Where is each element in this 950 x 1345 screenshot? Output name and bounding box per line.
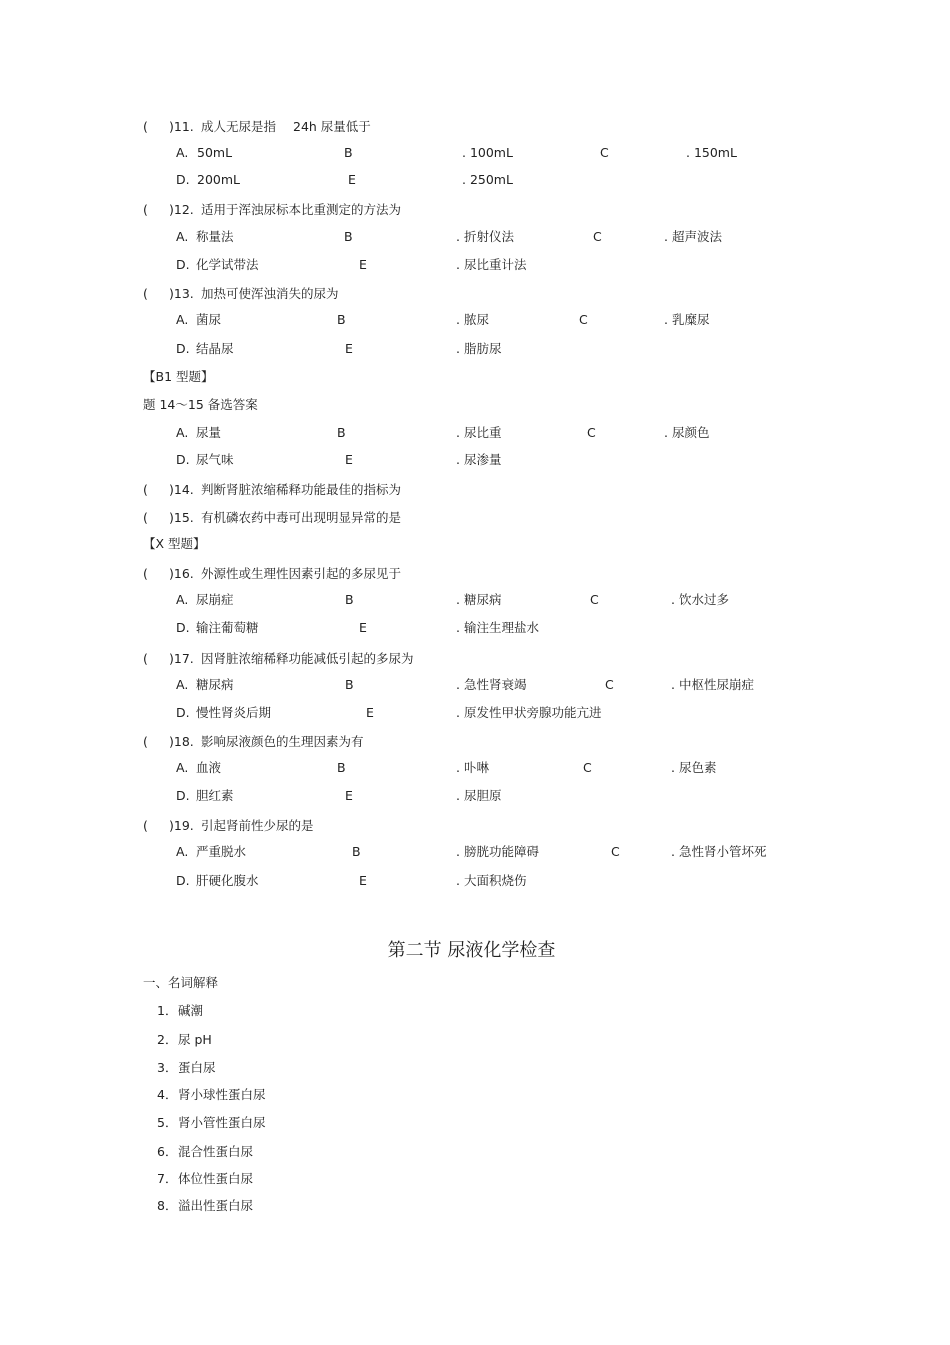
- term-number: 4．: [157, 1087, 178, 1102]
- option-text-d: 慢性肾炎后期: [196, 705, 272, 720]
- option-letter-e: E: [359, 873, 367, 888]
- option-letter-c: C: [587, 425, 596, 440]
- question-number: )13.: [169, 286, 194, 301]
- answer-paren: (: [143, 510, 148, 525]
- option-text-b: . 急性肾衰竭: [456, 677, 527, 692]
- option-text-c: . 乳糜尿: [664, 312, 710, 327]
- option-letter-b: B: [345, 592, 354, 607]
- option-text-b: . 脓尿: [456, 312, 489, 327]
- option-text-c: . 中枢性尿崩症: [671, 677, 754, 692]
- option-text-d: 胆红素: [196, 788, 234, 803]
- question-text: 有机磷农药中毒可出现明显异常的是: [201, 510, 402, 525]
- option-letter-b: B: [345, 677, 354, 692]
- answer-paren: (: [143, 566, 148, 581]
- terms-heading: 一、名词解释: [143, 975, 219, 990]
- option-text-c: . 150mL: [686, 145, 737, 160]
- term-number: 8．: [157, 1198, 178, 1213]
- b1-heading: 【B1 型题】: [143, 369, 214, 384]
- question-number: )12.: [169, 202, 194, 217]
- option-letter-d: D.: [176, 705, 190, 720]
- question-number: )14.: [169, 482, 194, 497]
- option-letter-d: D.: [176, 873, 190, 888]
- term-text: 蛋白尿: [178, 1060, 216, 1075]
- option-text-a: 菌尿: [196, 312, 222, 327]
- option-letter-e: E: [359, 257, 367, 272]
- option-letter-c: C: [605, 677, 614, 692]
- term-text: 碱潮: [178, 1003, 204, 1018]
- option-letter-d: D.: [176, 620, 190, 635]
- option-letter-a: A.: [176, 677, 189, 692]
- option-letter-c: C: [583, 760, 592, 775]
- question-text: 外源性或生理性因素引起的多尿见于: [201, 566, 402, 581]
- option-text-e: . 原发性甲状旁腺功能亢进: [456, 705, 602, 720]
- option-letter-c: C: [593, 229, 602, 244]
- option-text-d: 化学试带法: [196, 257, 259, 272]
- question-number: )19.: [169, 818, 194, 833]
- option-letter-e: E: [345, 788, 353, 803]
- term-number: 2．: [157, 1032, 178, 1047]
- option-letter-c: C: [579, 312, 588, 327]
- question-text-continued: 24h 尿量低于: [293, 119, 371, 134]
- option-text-b: . 膀胱功能障碍: [456, 844, 539, 859]
- option-text-d: 肝硬化腹水: [196, 873, 259, 888]
- question-number: )15.: [169, 510, 194, 525]
- option-text-b: . 尿比重: [456, 425, 502, 440]
- option-text-c: . 超声波法: [664, 229, 722, 244]
- option-text-e: . 脂肪尿: [456, 341, 502, 356]
- option-letter-c: C: [600, 145, 609, 160]
- option-text-e: . 大面积烧伤: [456, 873, 527, 888]
- term-number: 3．: [157, 1060, 178, 1075]
- option-text-b: . 卟啉: [456, 760, 489, 775]
- option-text-d: 200mL: [197, 172, 240, 187]
- option-letter-d: D.: [176, 257, 190, 272]
- option-letter-b: B: [337, 312, 346, 327]
- option-text-d: 尿气味: [196, 452, 234, 467]
- option-text-a: 称量法: [196, 229, 234, 244]
- option-text-a: 尿量: [196, 425, 222, 440]
- term-number: 5．: [157, 1115, 178, 1130]
- term-number: 7．: [157, 1171, 178, 1186]
- option-text-d: 结晶尿: [196, 341, 234, 356]
- term-text: 肾小球性蛋白尿: [178, 1087, 266, 1102]
- question-text: 适用于浑浊尿标本比重测定的方法为: [201, 202, 402, 217]
- option-letter-a: A.: [176, 145, 189, 160]
- term-text: 肾小管性蛋白尿: [178, 1115, 266, 1130]
- option-letter-a: A.: [176, 229, 189, 244]
- option-text-a: 严重脱水: [196, 844, 247, 859]
- option-letter-e: E: [345, 452, 353, 467]
- option-letter-e: E: [366, 705, 374, 720]
- question-text: 判断肾脏浓缩稀释功能最佳的指标为: [201, 482, 402, 497]
- answer-paren: (: [143, 651, 148, 666]
- term-text: 混合性蛋白尿: [178, 1144, 254, 1159]
- option-letter-b: B: [352, 844, 361, 859]
- term-text: 尿 pH: [178, 1032, 212, 1047]
- option-text-c: . 尿颜色: [664, 425, 710, 440]
- option-text-b: . 100mL: [462, 145, 513, 160]
- option-letter-d: D.: [176, 341, 190, 356]
- option-letter-c: C: [611, 844, 620, 859]
- answer-paren: (: [143, 734, 148, 749]
- option-text-a: 糖尿病: [196, 677, 234, 692]
- question-text: 加热可使浑浊消失的尿为: [201, 286, 339, 301]
- question-number: )11.: [169, 119, 194, 134]
- question-text: 成人无尿是指: [201, 119, 277, 134]
- option-letter-e: E: [348, 172, 356, 187]
- question-number: )17.: [169, 651, 194, 666]
- question-text: 影响尿液颜色的生理因素为有: [201, 734, 364, 749]
- option-text-d: 输注葡萄糖: [196, 620, 259, 635]
- answer-paren: (: [143, 119, 148, 134]
- option-letter-d: D.: [176, 452, 190, 467]
- option-text-e: . 尿比重计法: [456, 257, 527, 272]
- option-text-b: . 糖尿病: [456, 592, 502, 607]
- option-text-a: 尿崩症: [196, 592, 234, 607]
- option-letter-a: A.: [176, 312, 189, 327]
- option-letter-d: D.: [176, 172, 190, 187]
- option-letter-a: A.: [176, 592, 189, 607]
- question-text: 引起肾前性少尿的是: [201, 818, 314, 833]
- answer-paren: (: [143, 202, 148, 217]
- option-letter-d: D.: [176, 788, 190, 803]
- option-letter-b: B: [344, 145, 353, 160]
- term-number: 6．: [157, 1144, 178, 1159]
- option-text-a: 血液: [196, 760, 222, 775]
- answer-paren: (: [143, 482, 148, 497]
- option-text-e: . 输注生理盐水: [456, 620, 539, 635]
- option-letter-a: A.: [176, 425, 189, 440]
- option-text-e: . 尿渗量: [456, 452, 502, 467]
- option-letter-b: B: [344, 229, 353, 244]
- b1-group-label: 题 14～15 备选答案: [143, 397, 258, 412]
- question-text: 因肾脏浓缩稀释功能减低引起的多尿为: [201, 651, 414, 666]
- answer-paren: (: [143, 818, 148, 833]
- option-text-e: . 250mL: [462, 172, 513, 187]
- option-text-c: . 急性肾小管坏死: [671, 844, 767, 859]
- x-heading: 【X 型题】: [143, 536, 206, 551]
- term-text: 溢出性蛋白尿: [178, 1198, 254, 1213]
- option-letter-c: C: [590, 592, 599, 607]
- option-letter-e: E: [359, 620, 367, 635]
- option-letter-b: B: [337, 425, 346, 440]
- option-letter-a: A.: [176, 844, 189, 859]
- answer-paren: (: [143, 286, 148, 301]
- section-title: 第二节 尿液化学检查: [387, 940, 556, 961]
- option-letter-e: E: [345, 341, 353, 356]
- option-text-a: 50mL: [197, 145, 233, 160]
- option-text-c: . 尿色素: [671, 760, 717, 775]
- option-text-e: . 尿胆原: [456, 788, 502, 803]
- option-text-c: . 饮水过多: [671, 592, 729, 607]
- term-text: 体位性蛋白尿: [178, 1171, 254, 1186]
- option-letter-b: B: [337, 760, 346, 775]
- question-number: )18.: [169, 734, 194, 749]
- term-number: 1．: [157, 1003, 178, 1018]
- question-number: )16.: [169, 566, 194, 581]
- option-letter-a: A.: [176, 760, 189, 775]
- option-text-b: . 折射仪法: [456, 229, 514, 244]
